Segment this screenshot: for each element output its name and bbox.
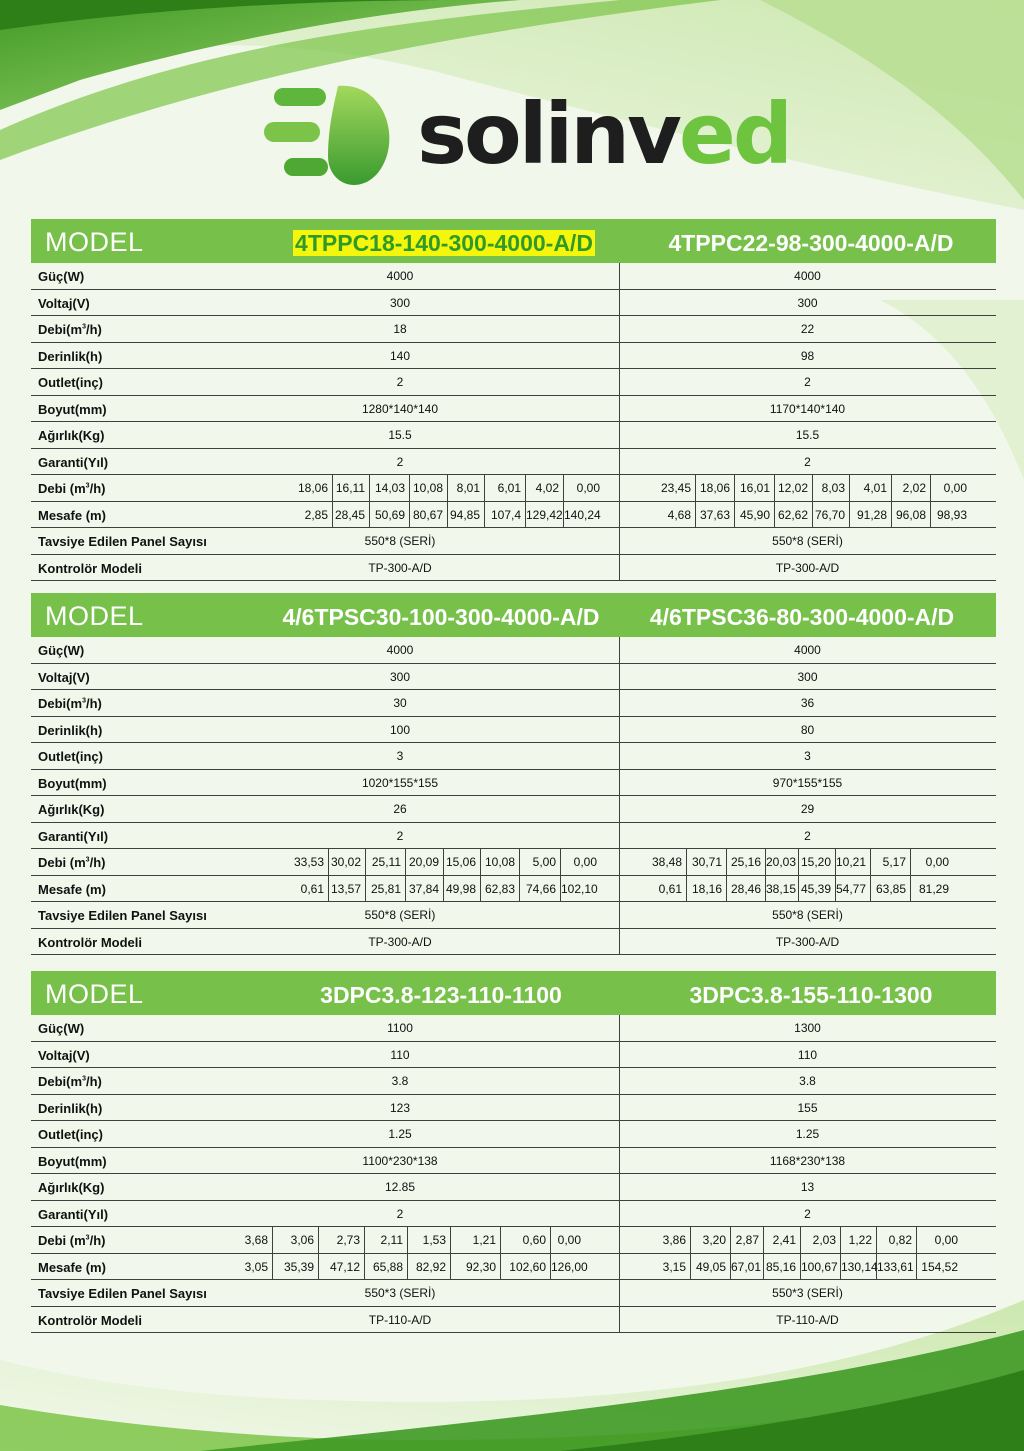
- column-divider: [619, 637, 620, 955]
- row-label-debi: $Debi(m^3/h)$: [38, 322, 102, 337]
- value-boyut: 1280*140*140: [361, 401, 439, 416]
- curve-cell: 0,00: [557, 1233, 581, 1247]
- curve-cell: 37,63: [696, 502, 735, 528]
- value-voltaj: 110: [390, 1047, 410, 1062]
- spec-row-curve_debi: [31, 475, 996, 502]
- spec-row-debi: [31, 690, 996, 717]
- value-debi: 36: [800, 696, 815, 710]
- curve-cell: 85,16: [764, 1254, 801, 1280]
- curve-cell: 54,77: [836, 876, 871, 902]
- curve-cell: 47,12: [319, 1254, 365, 1280]
- curve-cell: 50,69: [370, 502, 410, 528]
- value-garanti: 2: [396, 1206, 404, 1221]
- row-label-kontrolor: Kontrolör Modeli: [38, 560, 142, 576]
- curve-cell: 12,02: [775, 475, 813, 501]
- spec-row-panel: [31, 528, 996, 555]
- spec-row-guc: [31, 263, 996, 290]
- value-debi: 30: [393, 696, 407, 710]
- row-label-boyut: Boyut(mm): [38, 1153, 107, 1169]
- model-header: [31, 971, 996, 1015]
- value-outlet: 2: [804, 375, 811, 389]
- value-derinlik: 100: [389, 722, 411, 737]
- value-outlet: 2: [396, 375, 404, 389]
- model-header: [31, 593, 996, 637]
- value-kontrolor: TP-300-A/D: [775, 934, 840, 949]
- spec-row-derinlik: [31, 717, 996, 744]
- curve-cell: 0,00: [934, 1233, 958, 1247]
- spec-row-curve_debi: [31, 849, 996, 876]
- spec-row-curve_mesafe: [31, 1254, 996, 1281]
- row-label-derinlik: Derinlik(h): [38, 1100, 103, 1116]
- spec-row-agirlik: [31, 796, 996, 823]
- curve-cell: 62,62: [775, 502, 813, 528]
- brand-wordmark: solinved: [417, 85, 790, 183]
- curve-cell: 10,21: [836, 849, 871, 875]
- row-label-curve_debi: Debi $(m^3/h)$: [38, 481, 106, 496]
- value-outlet: 3: [804, 749, 811, 763]
- row-label-voltaj: Voltaj(V): [38, 669, 90, 685]
- value-kontrolor: TP-300-A/D: [775, 560, 840, 575]
- value-debi: 22: [800, 322, 815, 336]
- value-guc: 4000: [794, 269, 821, 283]
- value-kontrolor: TP-110-A/D: [368, 1312, 432, 1327]
- model-name: 3DPC3.8-155-110-1300: [689, 982, 933, 1008]
- curve-cell: 154,52: [921, 1259, 958, 1274]
- curve-cell: 133,61: [877, 1254, 917, 1280]
- value-outlet: 1.25: [795, 1127, 820, 1141]
- value-guc: 4000: [386, 269, 414, 283]
- curve-cell: 33,53: [289, 849, 329, 875]
- value-kontrolor: TP-110-A/D: [776, 1312, 839, 1327]
- curve-cell: 0,61: [651, 876, 687, 902]
- value-agirlik: 15.5: [795, 428, 820, 442]
- value-derinlik: 123: [389, 1100, 411, 1115]
- model-label: MODEL: [45, 979, 144, 1009]
- curve-cell: 2,85: [293, 502, 333, 528]
- spec-row-voltaj: [31, 1042, 996, 1069]
- row-label-curve_debi: Debi $(m^3/h)$: [38, 855, 106, 870]
- curve-cell: 38,48: [651, 849, 687, 875]
- curve-cell: 15,20: [799, 849, 836, 875]
- curve-cell: 4,68: [656, 502, 696, 528]
- value-derinlik: 140: [389, 348, 411, 363]
- spec-row-boyut: [31, 770, 996, 797]
- spec-table-1: [31, 219, 996, 581]
- spec-row-kontrolor: [31, 929, 996, 956]
- curve-cell: 16,11: [333, 475, 370, 501]
- curve-cell: 0,00: [576, 481, 600, 495]
- value-kontrolor: TP-300-A/D: [368, 934, 432, 949]
- spec-row-voltaj: [31, 664, 996, 691]
- curve-cell: 5,17: [871, 849, 911, 875]
- value-guc: 1100: [387, 1021, 413, 1035]
- row-label-agirlik: Ağırlık(Kg): [38, 802, 105, 817]
- row-label-guc: Güç(W): [38, 643, 85, 658]
- curve-cell: 82,92: [408, 1254, 451, 1280]
- spec-row-guc: [31, 1015, 996, 1042]
- model-header: [31, 219, 996, 263]
- curve-cell: 98,93: [936, 507, 967, 522]
- curve-cell: 2,11: [365, 1227, 408, 1253]
- spec-row-agirlik: [31, 422, 996, 449]
- curve-cell: 30,71: [687, 849, 727, 875]
- value-debi: 18: [393, 322, 407, 336]
- value-voltaj: 300: [797, 669, 818, 684]
- model-label: MODEL: [45, 601, 144, 631]
- curve-cell: 92,30: [451, 1254, 501, 1280]
- curve-cell: 6,01: [485, 475, 526, 501]
- row-label-curve_mesafe: Mesafe (m): [38, 507, 106, 523]
- spec-row-curve_mesafe: [31, 502, 996, 529]
- row-label-outlet: Outlet(inç): [38, 749, 103, 764]
- curve-cell: 3,20: [691, 1227, 731, 1253]
- curve-cell: 25,16: [727, 849, 766, 875]
- curve-cell: 15,06: [444, 849, 481, 875]
- curve-cell: 100,67: [801, 1254, 841, 1280]
- column-divider: [619, 1015, 620, 1333]
- curve-cell: 1,22: [841, 1227, 877, 1253]
- curve-cell: 25,81: [366, 876, 406, 902]
- row-label-derinlik: Derinlik(h): [38, 348, 103, 364]
- value-garanti: 2: [804, 454, 811, 469]
- spec-rows: [31, 1015, 996, 1333]
- row-label-garanti: Garanti(Yıl): [38, 1206, 109, 1222]
- row-label-guc: Güç(W): [38, 269, 85, 284]
- value-guc: 1300: [794, 1021, 821, 1035]
- row-label-agirlik: Ağırlık(Kg): [38, 1180, 105, 1195]
- curve-cell: 2,73: [319, 1227, 365, 1253]
- curve-cell: 8,03: [813, 475, 850, 501]
- curve-cell: 3,68: [235, 1227, 273, 1253]
- row-label-agirlik: Ağırlık(Kg): [38, 428, 105, 443]
- curve-cell: 20,03: [766, 849, 799, 875]
- value-boyut: 1100*230*138: [362, 1153, 438, 1168]
- spec-table-3: [31, 971, 996, 1333]
- curve-cell: 0,61: [289, 876, 329, 902]
- value-agirlik: 13: [800, 1180, 815, 1194]
- model-name: 4/6TPSC30-100-300-4000-A/D: [282, 604, 600, 630]
- curve-cell: 81,29: [918, 881, 949, 896]
- row-label-outlet: Outlet(inç): [38, 1127, 103, 1142]
- value-agirlik: 29: [800, 802, 815, 816]
- row-label-derinlik: Derinlik(h): [38, 722, 103, 738]
- spec-row-kontrolor: [31, 555, 996, 582]
- curve-cell: 76,70: [813, 502, 850, 528]
- curve-cell: 20,09: [406, 849, 444, 875]
- curve-cell: 62,83: [481, 876, 520, 902]
- curve-cell: 18,06: [293, 475, 333, 501]
- curve-cell: 3,15: [657, 1254, 691, 1280]
- value-garanti: 2: [804, 828, 811, 843]
- spec-row-guc: [31, 637, 996, 664]
- row-label-garanti: Garanti(Yıl): [38, 828, 109, 844]
- curve-cell: 0,60: [501, 1227, 551, 1253]
- curve-cell: 2,87: [731, 1227, 764, 1253]
- curve-cell: 129,42: [526, 502, 564, 528]
- value-guc: 4000: [386, 643, 414, 657]
- value-boyut: 970*155*155: [772, 775, 843, 790]
- value-agirlik: 26: [393, 802, 407, 816]
- value-voltaj: 300: [389, 295, 411, 310]
- curve-cell: 18,06: [696, 475, 735, 501]
- spec-row-boyut: [31, 396, 996, 423]
- curve-cell: 10,08: [410, 475, 448, 501]
- row-label-boyut: Boyut(mm): [38, 401, 107, 417]
- curve-cell: 37,84: [406, 876, 444, 902]
- value-boyut: 1168*230*138: [769, 1153, 846, 1168]
- curve-cell: 91,28: [850, 502, 892, 528]
- curve-cell: 102,10: [561, 881, 598, 896]
- spec-row-outlet: [31, 1121, 996, 1148]
- value-derinlik: 98: [800, 348, 815, 363]
- curve-cell: 130,14: [841, 1254, 877, 1280]
- curve-cell: 28,45: [333, 502, 370, 528]
- curve-cell: 4,01: [850, 475, 892, 501]
- curve-cell: 2,41: [764, 1227, 801, 1253]
- curve-cell: 3,86: [657, 1227, 691, 1253]
- leaf-icon: [262, 78, 412, 190]
- spec-rows: [31, 637, 996, 955]
- curve-cell: 38,15: [766, 876, 799, 902]
- curve-cell: 35,39: [273, 1254, 319, 1280]
- curve-cell: 10,08: [481, 849, 520, 875]
- curve-cell: 0,82: [877, 1227, 917, 1253]
- value-voltaj: 300: [389, 669, 411, 684]
- row-label-panel: Tavsiye Edilen Panel Sayısı: [38, 908, 207, 923]
- row-label-panel: Tavsiye Edilen Panel Sayısı: [38, 534, 207, 549]
- value-guc: 4000: [794, 643, 821, 657]
- curve-cell: 8,01: [448, 475, 485, 501]
- curve-cell: 23,45: [656, 475, 696, 501]
- curve-cell: 80,67: [410, 502, 448, 528]
- curve-cell: 28,46: [727, 876, 766, 902]
- curve-cell: 2,03: [801, 1227, 841, 1253]
- row-label-outlet: Outlet(inç): [38, 375, 103, 390]
- spec-row-kontrolor: [31, 1307, 996, 1334]
- curve-cell: 49,98: [444, 876, 481, 902]
- value-boyut: 1170*140*140: [769, 401, 846, 416]
- curve-cell: 0,00: [943, 481, 967, 495]
- curve-cell: 5,00: [520, 849, 561, 875]
- curve-cell: 30,02: [329, 849, 366, 875]
- row-label-kontrolor: Kontrolör Modeli: [38, 934, 142, 950]
- row-label-debi: $Debi(m^3/h)$: [38, 1074, 102, 1089]
- value-voltaj: 300: [797, 295, 818, 310]
- curve-cell: 0,00: [925, 855, 949, 869]
- value-panel: 550*8 (SERİ): [364, 908, 436, 922]
- spec-row-agirlik: [31, 1174, 996, 1201]
- value-agirlik: 15.5: [388, 428, 412, 442]
- model-name: 4/6TPSC36-80-300-4000-A/D: [649, 604, 955, 630]
- curve-cell: 140,24: [564, 507, 601, 522]
- spec-row-voltaj: [31, 290, 996, 317]
- curve-cell: 0,00: [573, 855, 597, 869]
- curve-cell: 67,01: [731, 1254, 764, 1280]
- row-label-panel: Tavsiye Edilen Panel Sayısı: [38, 1286, 207, 1301]
- curve-cell: 16,01: [735, 475, 775, 501]
- value-agirlik: 12.85: [384, 1180, 416, 1194]
- curve-cell: 102,60: [501, 1254, 551, 1280]
- curve-cell: 63,85: [871, 876, 911, 902]
- model-name: 3DPC3.8-123-110-1100: [320, 982, 562, 1008]
- value-panel: 550*3 (SERİ): [364, 1286, 436, 1300]
- curve-cell: 45,39: [799, 876, 836, 902]
- spec-row-panel: [31, 902, 996, 929]
- curve-cell: 1,21: [451, 1227, 501, 1253]
- row-label-voltaj: Voltaj(V): [38, 295, 90, 311]
- value-derinlik: 80: [800, 722, 815, 737]
- curve-cell: 96,08: [892, 502, 931, 528]
- row-label-curve_mesafe: Mesafe (m): [38, 881, 106, 897]
- value-garanti: 2: [396, 828, 404, 843]
- curve-cell: 14,03: [370, 475, 410, 501]
- row-label-curve_mesafe: Mesafe (m): [38, 1259, 106, 1275]
- curve-cell: 2,02: [892, 475, 931, 501]
- spec-table-2: [31, 593, 996, 955]
- curve-cell: 1,53: [408, 1227, 451, 1253]
- value-debi: 3.8: [391, 1074, 409, 1088]
- curve-cell: 74,66: [520, 876, 561, 902]
- value-panel: 550*8 (SERİ): [772, 908, 843, 922]
- row-label-boyut: Boyut(mm): [38, 775, 107, 791]
- value-panel: 550*3 (SERİ): [772, 1286, 843, 1300]
- column-divider: [619, 263, 620, 581]
- value-garanti: 2: [396, 454, 404, 469]
- spec-row-outlet: [31, 369, 996, 396]
- curve-cell: 3,06: [273, 1227, 319, 1253]
- spec-row-garanti: [31, 823, 996, 850]
- spec-row-panel: [31, 1280, 996, 1307]
- model-name: 4TPPC22-98-300-4000-A/D: [668, 230, 954, 256]
- row-label-debi: $Debi(m^3/h)$: [38, 696, 102, 711]
- value-voltaj: 110: [797, 1047, 818, 1062]
- spec-row-derinlik: [31, 343, 996, 370]
- spec-row-outlet: [31, 743, 996, 770]
- curve-cell: 4,02: [526, 475, 564, 501]
- spec-rows: [31, 263, 996, 581]
- row-label-garanti: Garanti(Yıl): [38, 454, 109, 470]
- spec-row-debi: [31, 1068, 996, 1095]
- value-panel: 550*8 (SERİ): [364, 534, 436, 548]
- curve-cell: 65,88: [365, 1254, 408, 1280]
- spec-row-derinlik: [31, 1095, 996, 1122]
- curve-cell: 18,16: [687, 876, 727, 902]
- curve-cell: 13,57: [329, 876, 366, 902]
- value-panel: 550*8 (SERİ): [772, 534, 843, 548]
- brand-logo: [262, 78, 790, 190]
- curve-cell: 25,11: [366, 849, 406, 875]
- curve-cell: 3,05: [235, 1254, 273, 1280]
- spec-row-curve_debi: [31, 1227, 996, 1254]
- value-outlet: 1.25: [388, 1127, 412, 1141]
- row-label-voltaj: Voltaj(V): [38, 1047, 90, 1063]
- curve-cell: 49,05: [691, 1254, 731, 1280]
- row-label-kontrolor: Kontrolör Modeli: [38, 1312, 142, 1328]
- value-garanti: 2: [804, 1206, 811, 1221]
- spec-row-garanti: [31, 1201, 996, 1228]
- curve-cell: 107,4: [485, 502, 526, 528]
- value-outlet: 3: [396, 749, 404, 763]
- row-label-curve_debi: Debi $(m^3/h)$: [38, 1233, 106, 1248]
- spec-row-curve_mesafe: [31, 876, 996, 903]
- spec-row-garanti: [31, 449, 996, 476]
- curve-cell: 126,00: [551, 1259, 588, 1274]
- row-label-guc: Güç(W): [38, 1021, 85, 1036]
- value-derinlik: 155: [797, 1100, 818, 1115]
- model-label: MODEL: [45, 227, 144, 257]
- value-debi: 3.8: [799, 1074, 816, 1088]
- value-kontrolor: TP-300-A/D: [368, 560, 432, 575]
- curve-cell: 45,90: [735, 502, 775, 528]
- curve-cell: 94,85: [448, 502, 485, 528]
- spec-row-debi: [31, 316, 996, 343]
- value-boyut: 1020*155*155: [361, 775, 439, 790]
- model-name: 4TPPC18-140-300-4000-A/D: [295, 230, 593, 256]
- spec-row-boyut: [31, 1148, 996, 1175]
